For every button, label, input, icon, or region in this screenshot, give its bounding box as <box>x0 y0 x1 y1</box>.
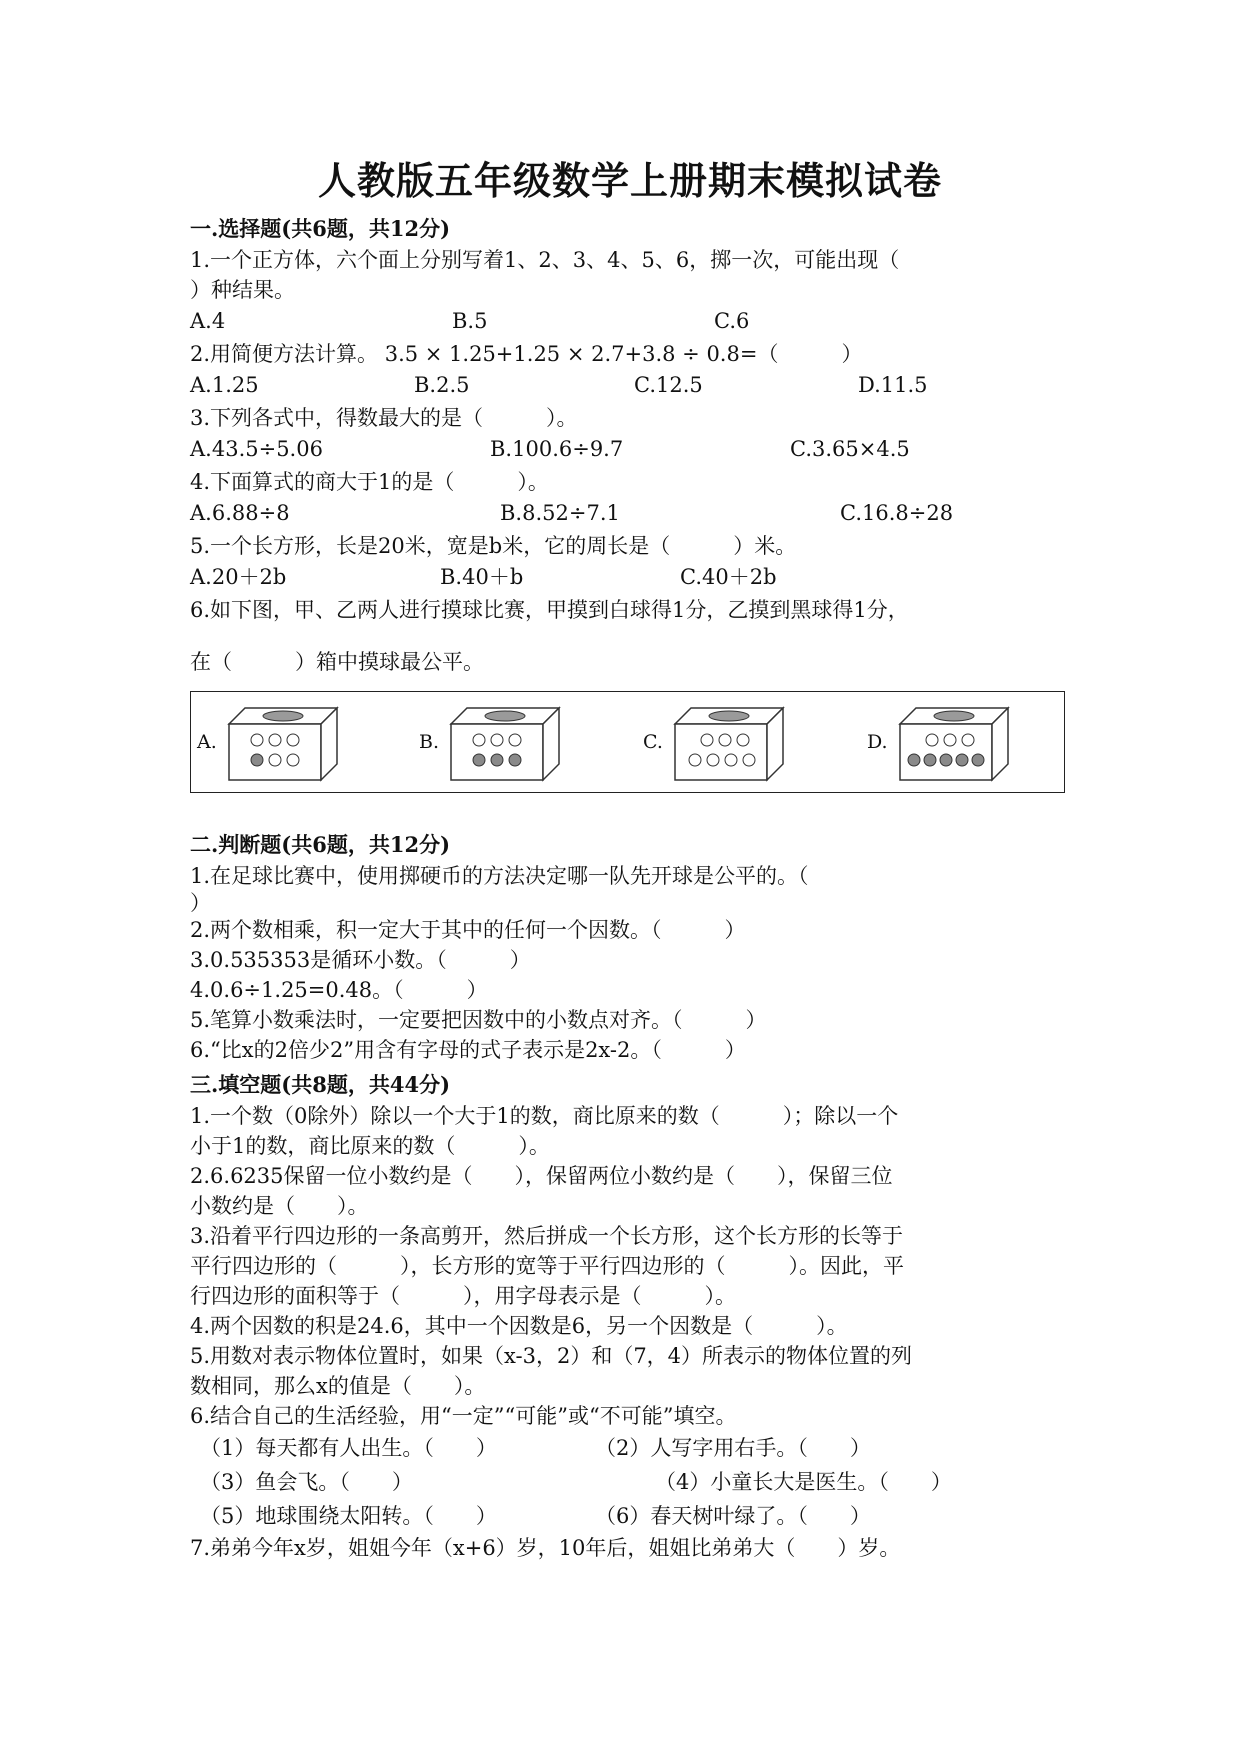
s3-q7: 7.弟弟今年x岁，姐姐今年（x+6）岁，10年后，姐姐比弟弟大（ ）岁。 <box>190 1536 901 1560</box>
option: B.40＋b <box>440 565 524 589</box>
s2-q4: 4.0.6÷1.25=0.48。（ ） <box>190 978 488 1002</box>
option: B.100.6÷9.7 <box>490 437 624 461</box>
box-a <box>197 692 339 792</box>
s1-q3: 3.下列各式中，得数最大的是（ ）。 <box>190 406 578 430</box>
option: A.4 <box>190 309 226 333</box>
s2-q6: 6.“比x的2倍少2”用含有字母的式子表示是2x-2。（ ） <box>190 1038 746 1062</box>
box-label: A. <box>197 731 217 753</box>
s1-q1-line1: 1.一个正方体，六个面上分别写着1、2、3、4、5、6，掷一次，可能出现（ <box>190 248 900 272</box>
s1-q2: 2.用简便方法计算。 3.5 × 1.25+1.25 × 2.7+3.8 ÷ 0.8=（ ） <box>190 342 863 366</box>
s1-q4: 4.下面算式的商大于1的是（ ）。 <box>190 470 549 494</box>
option: C.12.5 <box>634 373 703 397</box>
option: B.5 <box>452 309 488 333</box>
box-label: D. <box>867 731 888 753</box>
option: C.3.65×4.5 <box>790 437 910 461</box>
s2-q1-line2: ） <box>190 891 211 915</box>
s3-q6: 6.结合自己的生活经验，用“一定”“可能”或“不可能”填空。 <box>190 1404 737 1428</box>
s3-q6-item: （3）鱼会飞。（ ） <box>200 1470 413 1494</box>
option: B.2.5 <box>414 373 470 397</box>
box-icon <box>898 702 1010 782</box>
page-title: 人教版五年级数学上册期末模拟试卷 <box>317 158 942 203</box>
box-d <box>867 692 1010 792</box>
option: A.20＋2b <box>190 565 287 589</box>
section-1-heading: 一.选择题(共6题，共12分) <box>190 216 451 241</box>
option: C.16.8÷28 <box>840 501 954 525</box>
s2-q1-line1: 1.在足球比赛中，使用掷硬币的方法决定哪一队先开球是公平的。（ <box>190 864 809 888</box>
option: C.6 <box>714 309 750 333</box>
section-2-heading: 二.判断题(共6题，共12分) <box>190 832 451 857</box>
s3-q6-row-3 <box>190 1499 1070 1533</box>
s3-q3-line2: 平行四边形的（ ），长方形的宽等于平行四边形的（ ）。因此，平 <box>190 1254 904 1278</box>
option: A.1.25 <box>190 373 259 397</box>
option: C.40＋2b <box>680 565 777 589</box>
box-icon <box>227 702 339 782</box>
option: D.11.5 <box>858 373 928 397</box>
exam-page <box>190 150 1070 1563</box>
s3-q6-item: （1）每天都有人出生。（ ） <box>200 1436 497 1460</box>
s1-q3-options <box>190 433 1070 465</box>
box-icon <box>673 702 785 782</box>
s3-q1-line2: 小于1的数，商比原来的数（ ）。 <box>190 1134 550 1158</box>
s3-q1-line1: 1.一个数（0除外）除以一个大于1的数，商比原来的数（ ）；除以一个 <box>190 1104 899 1128</box>
s3-q6-row-2 <box>190 1465 1070 1499</box>
box-c <box>643 692 785 792</box>
s1-q1-line2: ）种结果。 <box>190 278 295 302</box>
s1-q1-options <box>190 305 1070 337</box>
s1-q5-options <box>190 561 1070 593</box>
s1-q4-options <box>190 497 1070 529</box>
s1-q6-line1: 6.如下图，甲、乙两人进行摸球比赛，甲摸到白球得1分，乙摸到黑球得1分， <box>190 598 909 622</box>
s3-q6-item: （2）人写字用右手。（ ） <box>595 1436 871 1460</box>
option: A.43.5÷5.06 <box>190 437 323 461</box>
s3-q6-row-1 <box>190 1431 1070 1465</box>
s1-q2-options <box>190 369 1070 401</box>
s3-q5-line1: 5.用数对表示物体位置时，如果（x-3，2）和（7，4）所表示的物体位置的列 <box>190 1344 913 1368</box>
ball-box-figure <box>190 691 1065 793</box>
s3-q6-item: （5）地球围绕太阳转。（ ） <box>200 1504 497 1528</box>
box-icon <box>449 702 561 782</box>
box-b <box>419 692 561 792</box>
s3-q2-line2: 小数约是（ ）。 <box>190 1194 369 1218</box>
s3-q4: 4.两个因数的积是24.6，其中一个因数是6，另一个因数是（ ）。 <box>190 1314 848 1338</box>
section-3-heading: 三.填空题(共8题，共44分) <box>190 1072 451 1097</box>
s3-q2-line1: 2.6.6235保留一位小数约是（ ），保留两位小数约是（ ），保留三位 <box>190 1164 893 1188</box>
s3-q6-item: （6）春天树叶绿了。（ ） <box>595 1504 871 1528</box>
s1-q5: 5.一个长方形，长是20米，宽是b米，它的周长是（ ）米。 <box>190 534 797 558</box>
s2-q5: 5.笔算小数乘法时，一定要把因数中的小数点对齐。（ ） <box>190 1008 767 1032</box>
s2-q2: 2.两个数相乘，积一定大于其中的任何一个因数。（ ） <box>190 918 746 942</box>
option: A.6.88÷8 <box>190 501 290 525</box>
s3-q5-line2: 数相同，那么x的值是（ ）。 <box>190 1374 486 1398</box>
s1-q6-line2: 在（ ）箱中摸球最公平。 <box>190 650 484 674</box>
box-label: B. <box>419 731 440 753</box>
s3-q3-line3: 行四边形的面积等于（ ），用字母表示是（ ）。 <box>190 1284 736 1308</box>
s3-q6-item: （4）小童长大是医生。（ ） <box>655 1470 952 1494</box>
option: B.8.52÷7.1 <box>500 501 620 525</box>
s2-q3: 3.0.535353是循环小数。（ ） <box>190 948 531 972</box>
box-label: C. <box>643 731 663 753</box>
s3-q3-line1: 3.沿着平行四边形的一条高剪开，然后拼成一个长方形，这个长方形的长等于 <box>190 1224 904 1248</box>
